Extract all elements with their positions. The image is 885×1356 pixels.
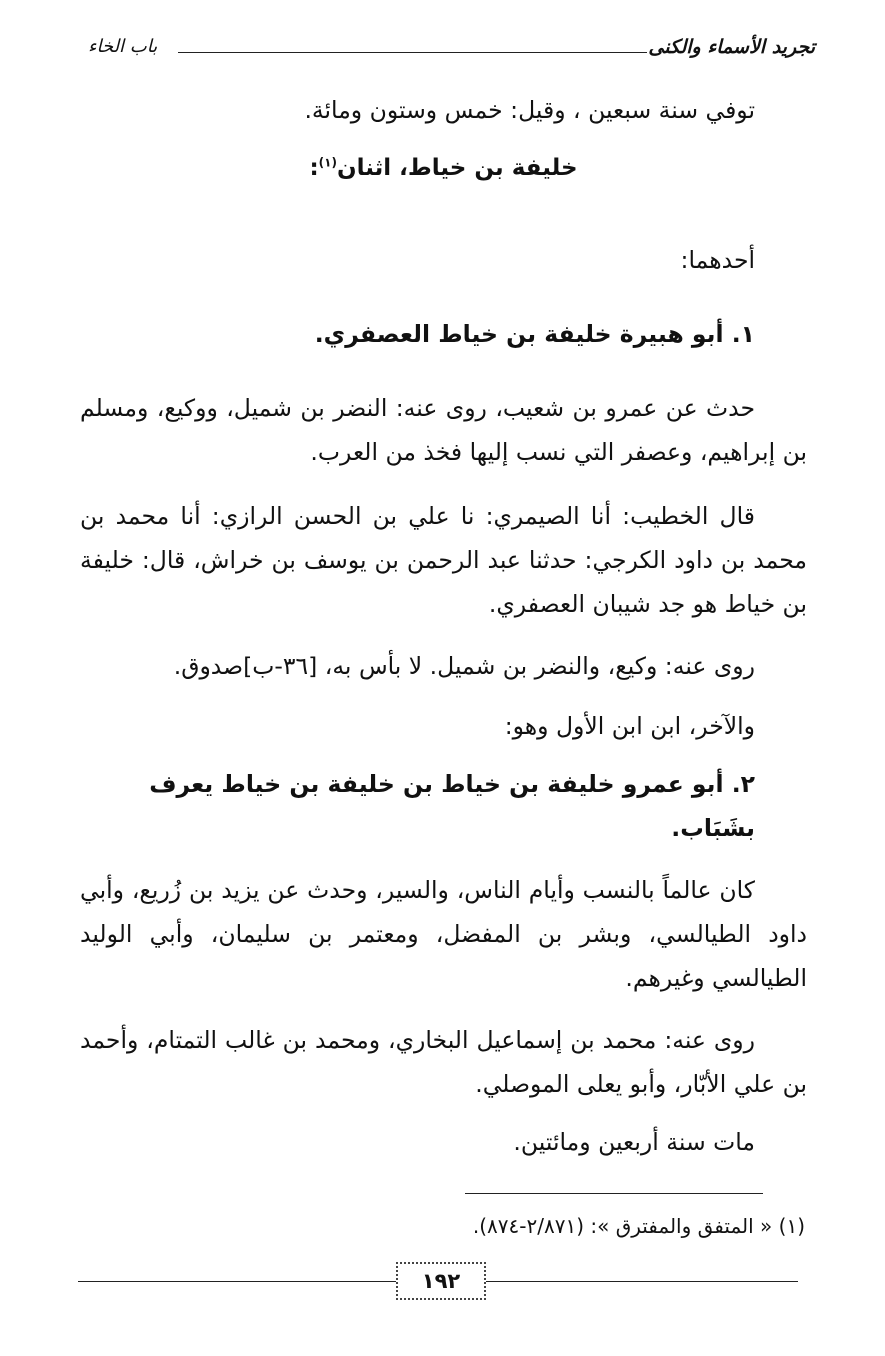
entry1-paragraph-3: روى عنه: وكيع، والنضر بن شميل. لا بأس به، [٣٦-ب]صدوق. [173, 652, 755, 680]
chapter-title: باب الخاء [88, 36, 158, 57]
book-title: تجريد الأسماء والكنى [648, 36, 815, 58]
entry1-heading: ١. أبو هبيرة خليفة بن خياط العصفري. [314, 320, 755, 348]
header-rule [178, 52, 647, 53]
section-heading-colon: : [309, 155, 319, 181]
section-heading [80, 146, 807, 190]
page-number: ١٩٢ [396, 1262, 486, 1300]
running-header [88, 34, 815, 68]
entry1-paragraph-1: حدث عن عمرو بن شعيب، روى عنه: النضر بن شميل، ووكيع، ومسلم بن إبراهيم، وعصفر التي نسب إليها فخذ من العرب. [80, 394, 807, 466]
entry2-paragraph-3: مات سنة أربعين ومائتين. [513, 1128, 755, 1156]
page-number-rule-right [486, 1281, 798, 1282]
entry2-paragraph-1: كان عالماً بالنسب وأيام الناس، والسير، وحدث عن يزيد بن زُريع، وأبي داود الطيالسي، وبشر بن المفضل، ومعتمر بن سليمان، وأبي الوليد الطيالسي وغيرهم. [80, 876, 807, 992]
entry2-paragraph-2: روى عنه: محمد بن إسماعيل البخاري، ومحمد بن غالب التمتام، وأحمد بن علي الأبّار، وأبو يعلى الموصلي. [80, 1026, 807, 1098]
entry2-heading: ٢. أبو عمرو خليفة بن خياط بن خليفة بن خياط يعرف بشَبَاب. [149, 770, 755, 842]
footnote-ref: (١) [318, 155, 337, 170]
section-heading-text: خليفة بن خياط، اثنان [336, 155, 578, 181]
second-label: والآخر، ابن ابن الأول وهو: [504, 712, 755, 740]
footnote-rule [465, 1193, 763, 1194]
first-label: أحدهما: [680, 246, 755, 274]
footnote: (١) « المتفق والمفترق »: (٢/٨٧١-٨٧٤). [472, 1214, 805, 1238]
main-text [80, 88, 807, 1164]
page-number-rule-left [78, 1281, 396, 1282]
intro-line: توفي سنة سبعين ، وقيل: خمس وستون ومائة. [304, 96, 755, 124]
entry1-paragraph-2: قال الخطيب: أنا الصيمري: نا علي بن الحسن الرازي: أنا محمد بن محمد بن داود الكرجي: حدثنا عبد الرحمن بن يوسف بن خراش، قال: خليفة بن خياط هو جد شيبان العصفري. [80, 502, 807, 618]
